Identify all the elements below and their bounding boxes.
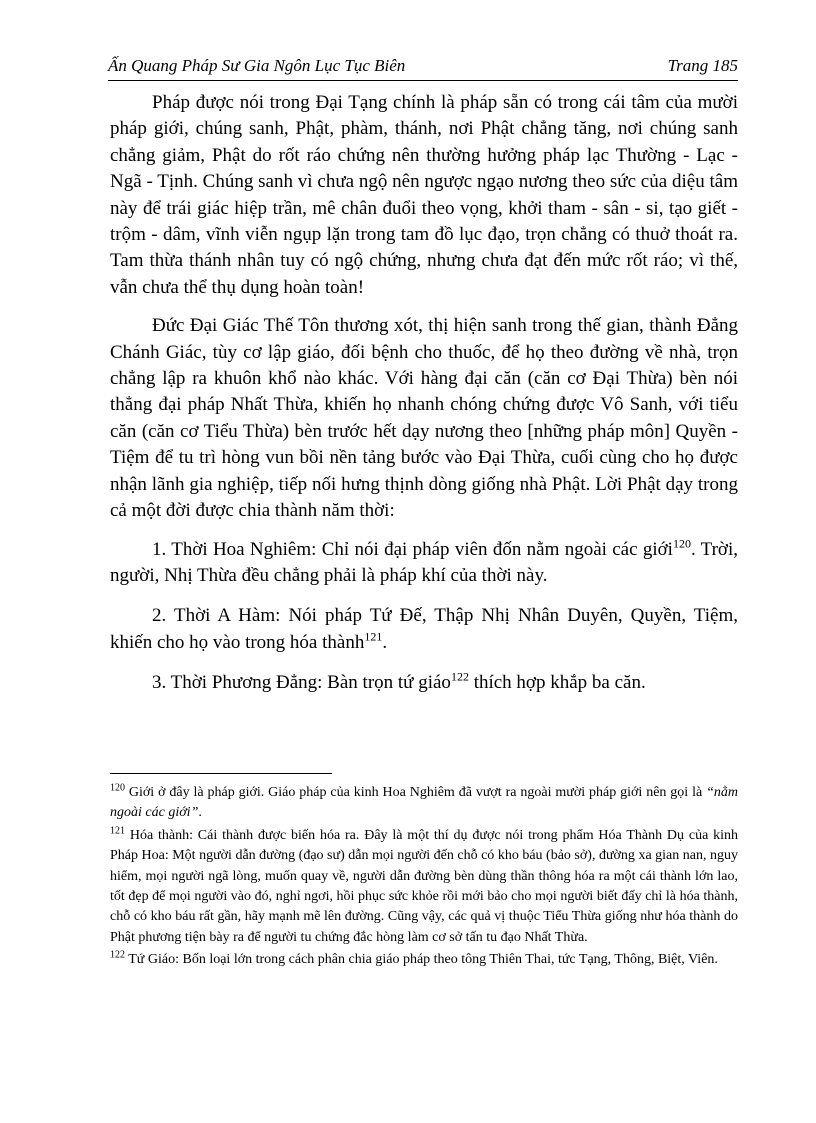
item-text-tail: thích hợp khắp ba căn. [468, 672, 646, 694]
footnote-ref[interactable]: 122 [450, 669, 469, 684]
item-text: 1. Thời Hoa Nghiêm: Chỉ nói đại pháp viên đốn nằm ngoài các giới [152, 538, 673, 560]
item-text-tail: . Trời, người, Nhị Thừa đều chẳng phải là pháp khí của thời này. [110, 538, 738, 586]
item-text: 2. Thời A Hàm: Nói pháp Tứ Đế, Thập Nhị Nhân Duyên, Quyền, Tiệm, khiến cho họ vào trong hóa thành [110, 605, 738, 653]
list-item [110, 537, 738, 590]
item-text-tail: . [382, 631, 388, 653]
footnote-text: Hóa thành: Cái thành được biến hóa ra. Đây là một thí dụ được nói trong phẩm Hóa Thành Dụ của kinh Pháp Hoa: Một người dẫn đường (đạo sư) dẫn mọi người đến chỗ có kho báu (bảo sở), đường xa gian nan, nguy hiểm, mọi người ngã lòng, muốn quay về, người dẫn đường bèn dùng thần thông hóa ra một cái thành lớn lao, tốt đẹp để mọi người vào đó, nghỉ ngơi, hồi phục sức khỏe rồi mới bảo cho mọi người biết đấy chỉ là hóa thành, chỗ có kho báu rất gần, hãy mạnh mẽ lên đường. Cũng vậy, các quả vị thuộc Tiểu Thừa giống như hóa thành do Phật phương tiện bày ra để người tu chứng đắc hòng làm cơ sở tấn tu đạo Nhất Thừa. [110, 827, 738, 945]
footnote-text: Giới ở đây là pháp giới. Giáo pháp của kinh Hoa Nghiêm đã vượt ra ngoài mười pháp giới nên gọi là [125, 785, 707, 800]
footnote [110, 783, 738, 824]
footnote-number: 120 [110, 782, 125, 794]
footnote-ref[interactable]: 121 [364, 629, 383, 644]
footnote-number: 121 [110, 825, 125, 837]
footnote-ref[interactable]: 120 [672, 536, 691, 551]
paragraph: Đức Đại Giác Thế Tôn thương xót, thị hiện sanh trong thế gian, thành Đẳng Chánh Giác, tùy cơ lập giáo, đối bệnh cho thuốc, để họ theo đường về nhà, trọn chẳng lập ra khuôn khổ nào khác. Với hàng đại căn (căn cơ Đại Thừa) bèn nói thẳng đại pháp Nhất Thừa, khiến họ nhanh chóng chứng được Vô Sanh, với tiểu căn (căn cơ Tiểu Thừa) bèn trước hết dạy nương theo [những pháp môn] Quyền - Tiệm để tu trì hòng vun bồi nền tảng bước vào Đại Thừa, cuối cùng cho họ được nhận lãnh gia nghiệp, tiếp nối hưng thịnh dòng giống nhà Phật. Lời Phật dạy trong cả một đời được chia thành năm thời: [110, 315, 738, 522]
list-item [110, 670, 738, 696]
footnote-text: Tứ Giáo: Bốn loại lớn trong cách phân chia giáo pháp theo tông Thiên Thai, tức Tạng, Thông, Biệt, Viên. [125, 952, 718, 968]
book-title: Ấn Quang Pháp Sư Gia Ngôn Lục Tục Biên [108, 56, 406, 75]
footnote-separator [110, 773, 332, 774]
main-text [110, 90, 738, 711]
footnotes [110, 783, 738, 973]
footnote-tail: . [198, 805, 202, 821]
page-header [108, 54, 738, 81]
footnote-quote: “nằm ngoài các giới” [110, 785, 738, 821]
footnote [110, 950, 738, 970]
item-text: 3. Thời Phương Đẳng: Bàn trọn tứ giáo [152, 672, 451, 694]
paragraph: Pháp được nói trong Đại Tạng chính là pháp sẵn có trong cái tâm của mười pháp giới, chúng sanh, Phật, phàm, thánh, nơi Phật chẳng tăng, nơi chúng sanh chẳng giảm, Phật do rốt ráo chứng nên thường hưởng pháp lạc Thường - Lạc - Ngã - Tịnh. Chúng sanh vì chưa ngộ nên ngược ngạo nương theo sức của diệu tâm này để trái giác hiệp trần, mê chân đuổi theo vọng, khởi tham - sân - si, tạo giết - trộm - dâm, vĩnh viễn ngụp lặn trong tam đồ lục đạo, trọn chẳng có thuở thoát ra. Tam thừa thánh nhân tuy có ngộ chứng, nhưng chưa đạt đến mức rốt ráo; vì thế, vẫn chưa thể thụ dụng hoàn toàn! [110, 92, 738, 298]
footnote-number: 122 [110, 949, 125, 961]
footnote [110, 826, 738, 948]
page-number: Trang 185 [667, 56, 738, 75]
list-item [110, 603, 738, 656]
